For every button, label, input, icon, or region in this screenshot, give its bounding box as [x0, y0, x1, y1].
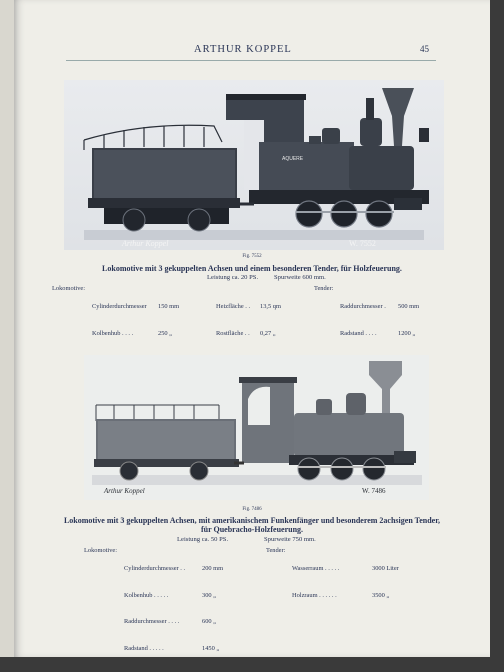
spec-value: 300 „ — [202, 591, 217, 599]
plate-maker-2: Arthur Koppel — [104, 487, 145, 495]
nameplate: AQUERE — [282, 156, 304, 162]
spec-value: 3500 „ — [372, 591, 390, 599]
spec-label: Holzraum . . . . . . — [292, 591, 337, 599]
track-gauge-2: Spurweite 750 mm. — [264, 536, 316, 543]
spec-label: Kolbenhub . . . . . — [124, 591, 169, 599]
spec-row — [124, 645, 254, 654]
power-rating-1: Leistung ca. 20 PS. — [207, 274, 259, 281]
spec-value: 500 mm — [398, 302, 420, 310]
spec-value: 200 mm — [202, 564, 224, 572]
locomotive-2-drawing — [84, 355, 429, 500]
spec-row — [124, 592, 254, 601]
figure-title-2a: Lokomotive mit 3 gekuppelten Achsen, mit amerikanischem Funkenfänger und besonderem 2achsigen Tender, — [63, 516, 441, 525]
spec-label: Wasserraum . . . . . — [292, 564, 340, 572]
loco-label-1: Lokomotive: — [52, 285, 86, 292]
figure-caption-1: Fig. 7552 — [242, 254, 262, 259]
tender-label-2: Tender: — [266, 547, 286, 554]
spec-label: Radstand . . . . — [340, 329, 377, 337]
plate-number-1: W. 7552 — [349, 239, 376, 248]
spec-value: 1200 „ — [398, 329, 416, 337]
locomotive-1-drawing — [64, 80, 444, 250]
figure-title-1: Lokomotive mit 3 gekuppelten Achsen und einem besonderen Tender, für Holzfeuerung. — [102, 264, 402, 273]
spec-value: 250 „ — [158, 329, 173, 337]
page-binding-edge — [0, 0, 15, 657]
page-header — [14, 44, 490, 58]
spec-value: 3000 Liter — [372, 564, 399, 572]
spec-label: Raddurchmesser . — [340, 302, 386, 310]
plate-number-2: W. 7486 — [362, 487, 386, 495]
catalog-page — [14, 0, 490, 657]
loco-specs-2 — [124, 547, 254, 672]
spec-row — [216, 330, 311, 339]
spec-label: Radstand . . . . . — [124, 644, 164, 652]
spec-row — [292, 592, 442, 601]
spec-value: 13,5 qm — [260, 302, 281, 310]
spec-row — [92, 303, 192, 312]
running-title: ARTHUR KOPPEL — [194, 44, 292, 55]
spec-value: 600 „ — [202, 618, 217, 626]
figure-title-2b: für Quebracho-Holzfeuerung. — [200, 525, 304, 534]
plate-maker-1: Arthur Koppel — [122, 239, 169, 248]
loco-label-2: Lokomotive: — [84, 547, 118, 554]
spec-row — [340, 330, 450, 339]
spec-row — [340, 303, 450, 312]
spec-label: Cylinderdurchmesser — [92, 302, 147, 310]
spec-label: Raddurchmesser . . . . — [124, 618, 180, 626]
page-number: 45 — [420, 44, 429, 54]
tender-label-1: Tender: — [314, 285, 334, 292]
tender-specs-2 — [292, 547, 442, 618]
spec-label: Cylinderdurchmesser . . — [124, 564, 186, 572]
spec-row — [216, 303, 311, 312]
power-rating-2: Leistung ca. 50 PS. — [177, 536, 229, 543]
spec-value: 150 mm — [158, 302, 180, 310]
track-gauge-1: Spurweite 600 mm. — [274, 274, 326, 281]
spec-label: Rostfläche . . — [216, 329, 250, 337]
spec-value: 0,27 „ — [260, 329, 276, 337]
spec-value: 1450 „ — [202, 644, 220, 652]
figure-caption-2: Fig. 7486 — [242, 507, 262, 512]
spec-row — [124, 565, 254, 574]
spec-row — [292, 565, 442, 574]
spec-row — [124, 618, 254, 627]
spec-label: Kolbenhub . . . . — [92, 329, 134, 337]
spec-label: Heizfläche . . — [216, 302, 251, 310]
spec-row — [92, 330, 192, 339]
locomotive-photo-1 — [64, 80, 444, 250]
locomotive-photo-2 — [84, 355, 429, 500]
header-rule — [66, 60, 436, 61]
